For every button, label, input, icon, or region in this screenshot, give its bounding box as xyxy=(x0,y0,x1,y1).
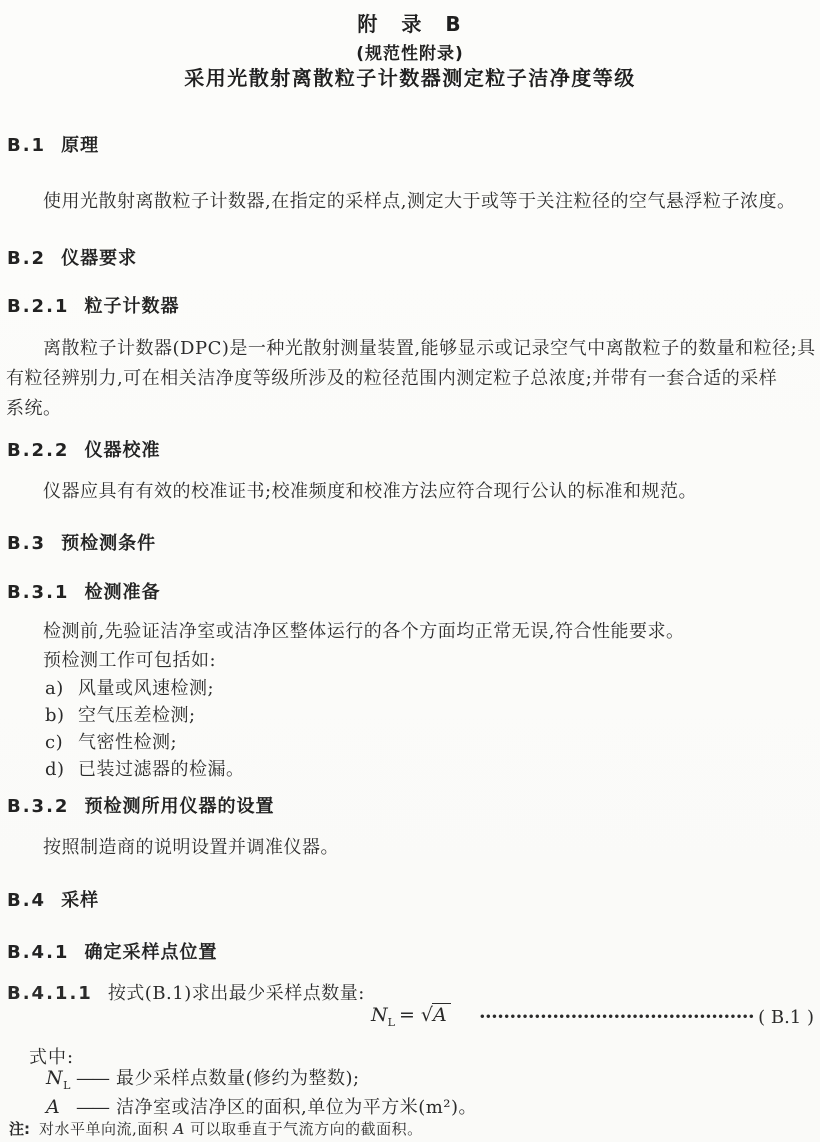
definition-text: 最少采样点数量(修约为整数); xyxy=(116,1068,360,1089)
list-letter: d) xyxy=(45,759,65,780)
equation-leader-and-number xyxy=(479,1006,814,1028)
section-title: 预检测所用仪器的设置 xyxy=(84,796,275,817)
section-title: 确定采样点位置 xyxy=(84,942,218,963)
appendix-subtitle: 采用光散射离散粒子计数器测定粒子洁净度等级 xyxy=(184,66,636,90)
list-text: 已装过滤器的检漏。 xyxy=(78,759,245,780)
paragraph-b21-line2: 有粒径辨别力,可在相关洁净度等级所涉及的粒径范围内测定粒子总浓度;并带有一套合适的采样 xyxy=(6,368,778,389)
section-title: 采样 xyxy=(61,890,100,911)
section-title: 原理 xyxy=(61,135,100,156)
where-intro: 式中: xyxy=(29,1047,75,1068)
symbol: $N_L$ xyxy=(46,1067,71,1092)
equation-variable-subscript: L xyxy=(387,1015,395,1029)
equation-variable: N xyxy=(371,1004,388,1026)
equation-expression xyxy=(371,1004,451,1029)
paragraph-b31: 检测前,先验证洁净室或洁净区整体运行的各个方面均正常无误,符合性能要求。 xyxy=(43,621,685,642)
list-item-c xyxy=(45,728,177,754)
square-root-sign: √ xyxy=(420,1004,433,1026)
list-item-b xyxy=(45,701,196,727)
symbol-definition-nl xyxy=(46,1064,360,1092)
section-number: B.2 xyxy=(7,248,47,269)
equation-radicand: A xyxy=(432,1003,451,1026)
section-heading-b3 xyxy=(7,529,156,555)
section-number: B.4 xyxy=(7,890,47,911)
section-number: B.3.2 xyxy=(7,796,70,817)
section-heading-b2 xyxy=(7,244,137,270)
paragraph-b32: 按照制造商的说明设置并调准仪器。 xyxy=(43,837,339,858)
paragraph-b22: 仪器应具有有效的校准证书;校准频度和校准方法应符合现行公认的标准和规范。 xyxy=(43,481,698,502)
definition-dash: —— xyxy=(76,1068,108,1089)
section-title: 预检测条件 xyxy=(61,533,157,554)
list-intro: 预检测工作可包括如: xyxy=(43,650,217,671)
equation-number: ( B.1 ) xyxy=(758,1007,814,1028)
section-title: 仪器要求 xyxy=(61,248,138,269)
section-heading-b22 xyxy=(7,436,160,462)
symbol: A xyxy=(46,1096,61,1118)
footnote xyxy=(9,1118,423,1139)
equation-b1 xyxy=(0,1004,820,1034)
list-item-d xyxy=(45,755,245,781)
note-variable: A xyxy=(173,1120,185,1138)
clause-b411 xyxy=(7,979,365,1005)
list-text: 风量或风速检测; xyxy=(78,678,215,699)
list-item-a xyxy=(45,674,214,700)
section-heading-b31 xyxy=(7,578,160,604)
section-heading-b41 xyxy=(7,938,217,964)
clause-number: B.4.1.1 xyxy=(7,983,93,1004)
paragraph-b21-line1: 离散粒子计数器(DPC)是一种光散射测量装置,能够显示或记录空气中离散粒子的数量和粒径;具 xyxy=(43,338,816,359)
section-heading-b1 xyxy=(7,131,99,157)
section-heading-b4 xyxy=(7,886,99,912)
note-text: 对水平单向流,面积 A 可以取垂直于气流方向的截面积。 xyxy=(39,1120,423,1138)
note-label: 注: xyxy=(9,1120,30,1138)
definition-text: 洁净室或洁净区的面积,单位为平方米(m²)。 xyxy=(116,1097,478,1118)
section-number: B.2.2 xyxy=(7,440,70,461)
list-text: 空气压差检测; xyxy=(78,705,196,726)
paragraph-b1: 使用光散射离散粒子计数器,在指定的采样点,测定大于或等于关注粒径的空气悬浮粒子浓度。 xyxy=(43,191,796,212)
section-number: B.1 xyxy=(7,135,47,156)
symbol-definition-a xyxy=(46,1093,477,1121)
paragraph-b21-line3: 系统。 xyxy=(6,398,62,419)
section-heading-b21 xyxy=(7,292,179,318)
section-number: B.2.1 xyxy=(7,296,70,317)
list-letter: c) xyxy=(45,732,64,753)
equals-sign: = xyxy=(398,1004,415,1026)
list-letter: b) xyxy=(45,705,65,726)
appendix-title: 附 录 B xyxy=(357,12,463,36)
section-title: 仪器校准 xyxy=(84,440,161,461)
list-text: 气密性检测; xyxy=(78,732,178,753)
appendix-type: (规范性附录) xyxy=(356,44,464,64)
definition-dash: —— xyxy=(76,1097,108,1118)
section-title: 检测准备 xyxy=(84,582,161,603)
list-letter: a) xyxy=(45,678,64,699)
section-number: B.4.1 xyxy=(7,942,70,963)
section-number: B.3 xyxy=(7,533,47,554)
section-number: B.3.1 xyxy=(7,582,70,603)
section-title: 粒子计数器 xyxy=(84,296,180,317)
section-heading-b32 xyxy=(7,792,274,818)
dotted-leader: ············································· xyxy=(478,1006,755,1028)
clause-text: 按式(B.1)求出最少采样点数量: xyxy=(107,983,365,1004)
